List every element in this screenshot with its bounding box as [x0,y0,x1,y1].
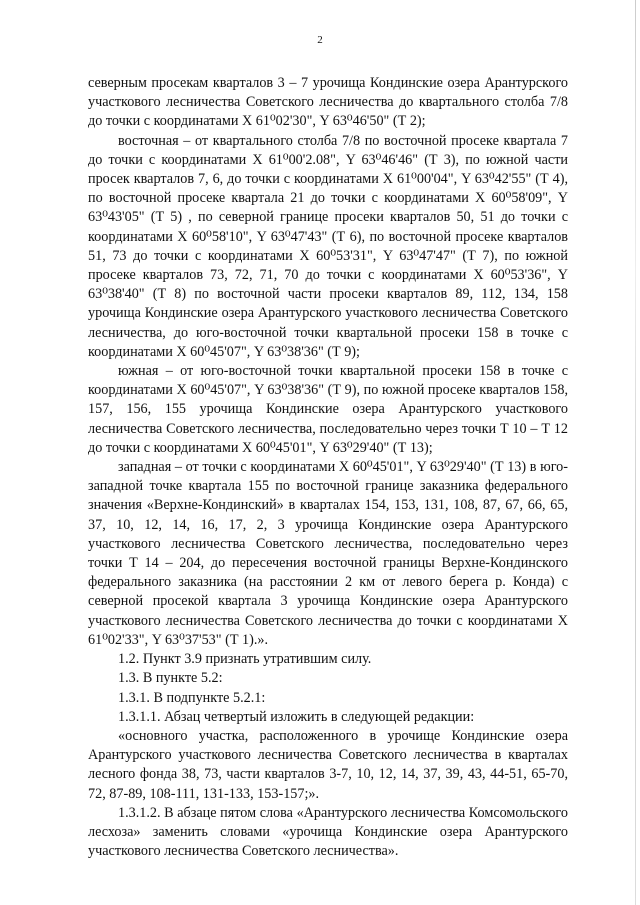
paragraph-item-1-3: 1.3. В пункте 5.2: [118,670,223,687]
paragraph-item-1-2: 1.2. Пункт 3.9 признать утратившим силу. [118,651,372,668]
paragraph-item-1-3-1-1: 1.3.1.1. Абзац четвертый изложить в следующей редакции: [118,708,475,725]
document-body [88,74,568,861]
paragraph-west-boundary: западная – от точки с координатами Х 60⁰45'01", Y 63⁰29'40" (Т 13) в юго-западной точке квартала 155 по восточной границе заказника федерального значения «Верхне-Кондинский» в кварталах 154, 153, 131, 108, 87, 67, 66, 65, 37, 10, 12, 14, 16, 17, 2, 3 урочища Кондинские озера Арантурского участкового лесничества Советского лесничества, последовательно через точки Т 14 – 204, до пересечения восточной границы Верхне-Кондинского федерального заказника (на расстоянии 2 км от левого берега р. Конда) с северной просекой квартала 3 урочища Кондинские озера Арантурского участкового лесничества Советского лесничества до точки с координатами Х 61⁰02'33", Y 63⁰37'53" (Т 1).». [88,459,568,648]
paragraph-item-1-3-1-2: 1.3.1.2. В абзаце пятом слова «Арантурского лесничества Комсомольского лесхоза» заменить словами «урочища Кондинские озера Арантурского участкового лесничества Советского лесничества». [88,804,568,860]
paragraph-south-boundary: южная – от юго-восточной точки квартальной просеки 158 в точке с координатами Х 60⁰45'07", Y 63⁰38'36" (Т 9), по южной просеке кварталов 158, 157, 156, 155 урочища Кондинские озера Арантурского участкового лесничества Советского лесничества, последовательно через точки Т 10 – Т 12 до точки с координатами Х 60⁰45'01", Y 63⁰29'40" (Т 13); [88,363,568,456]
paragraph-quoted-main-site: «основного участка, расположенного в урочище Кондинские озера Арантурского участкового лесничества Советского лесничества в кварталах лесного фонда 38, 73, части кварталов 3-7, 10, 12, 14, 37, 39, 43, 44-51, 65-70, 72, 87-89, 108-111, 131-133, 153-157;». [88,727,568,802]
paragraph-item-1-3-1: 1.3.1. В подпункте 5.2.1: [118,689,266,706]
paragraph-north-boundary-continuation: северным просекам кварталов 3 – 7 урочища Кондинские озера Арантурского участкового лесничества Советского лесничества до квартального столба 7/8 до точки с координатами Х 61⁰02'30", Y 63⁰46'50" (Т 2); [88,75,568,130]
paragraph-east-boundary: восточная – от квартального столба 7/8 по восточной просеке квартала 7 до точки с координатами Х 61⁰00'2.08", Y 63⁰46'46" (Т 3), по южной части просек кварталов 7, 6, до точки с координатами Х 61⁰00'04", Y 63⁰42'55" (Т 4), по восточной просеке квартала 21 до точки с координатами Х 60⁰58'09", Y 63⁰43'05" (Т 5) , по северной границе просеки кварталов 50, 51 до точки с координатами Х 60⁰58'10", Y 63⁰47'43" (Т 6), по восточной просеке кварталов 51, 73 до точки с координатами Х 60⁰53'31", Y 63⁰47'47" (Т 7), по южной просеке кварталов 73, 72, 71, 70 до точки с координатами Х 60⁰53'36", Y 63⁰38'40" (Т 8) по восточной части просеки кварталов 89, 112, 134, 158 урочища Кондинские озера Арантурского участкового лесничества Советского лесничества, до юго-восточной точки квартальной просеки 158 в точке с координатами Х 60⁰45'07", Y 63⁰38'36" (Т 9); [88,132,568,360]
page-number: 2 [317,34,323,46]
scan-edge-shadow [635,0,636,905]
